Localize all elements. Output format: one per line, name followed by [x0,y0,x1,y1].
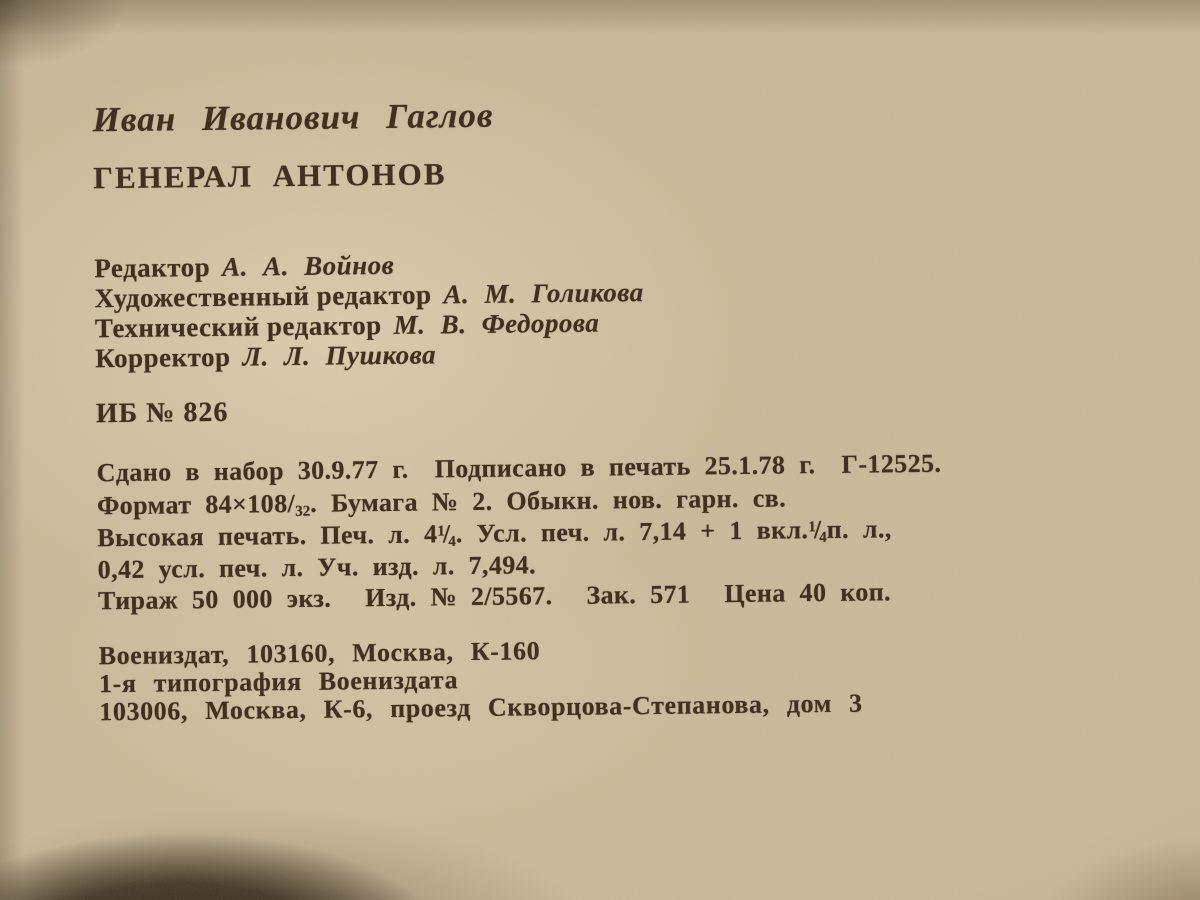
staff-row-editor [94,250,394,284]
staff-row-proofreader [95,339,436,374]
fraction-denominator: 4 [448,533,456,551]
imprint-volume-line: 0,42 усл. печ. л. Уч. изд. л. 7,494. [97,550,537,585]
fraction-numerator: 1 [808,519,816,536]
fraction-slash: / [813,515,822,545]
format-post: . Бумага № 2. Обыкн. нов. гарн. св. [310,483,787,518]
person-name: А. М. Голикова [443,277,644,310]
price-value: Цена 40 коп. [724,577,892,609]
print-part2: . Усл. печ. л. 7,14 + 1 вкл. [455,515,809,549]
person-name: М. В. Федорова [393,307,600,340]
print-order-code: Г-12525. [841,448,942,479]
print-part1: Высокая печать. Печ. л. 4 [97,519,438,553]
zak-number: Зак. 571 [586,579,691,610]
typeset-date: Сдано в набор 30.9.77 г. [96,454,409,488]
role-label: Редактор [94,251,211,284]
staff-row-tech-editor [95,308,600,345]
fraction-denominator: 4 [819,529,827,546]
fraction-slash: / [442,519,451,549]
print-part3: п. л., [826,514,892,544]
publisher-address-line: Воениздат, 103160, Москва, К-160 [98,636,541,671]
role-label: Технический редактор [94,310,382,344]
format-denominator: 32 [295,503,311,520]
tirazh-value: Тираж 50 000 экз. [97,583,332,616]
book-title: ГЕНЕРАЛ АНТОНОВ [93,156,447,196]
author-name: Иван Иванович Гаглов [92,95,494,140]
printing-house-address-line: 103006, Москва, К-6, проезд Скворцова-Степанова, дом 3 [99,688,863,727]
izd-number: Изд. № 2/5567. [364,581,553,613]
format-pre: Формат 84×108/ [96,489,296,521]
ib-number: ИБ № 826 [95,396,229,430]
imprint-dates-line [96,449,941,489]
role-label: Корректор [95,341,231,374]
signed-date: Подписано в печать 25.1.78 г. [434,450,816,484]
fraction-numerator: 1 [437,523,446,540]
role-label: Художественный редактор [94,279,432,314]
person-name: А. А. Войнов [222,249,395,282]
person-name: Л. Л. Пушкова [242,339,437,372]
printing-house-line: 1-я типография Воениздата [98,665,459,699]
